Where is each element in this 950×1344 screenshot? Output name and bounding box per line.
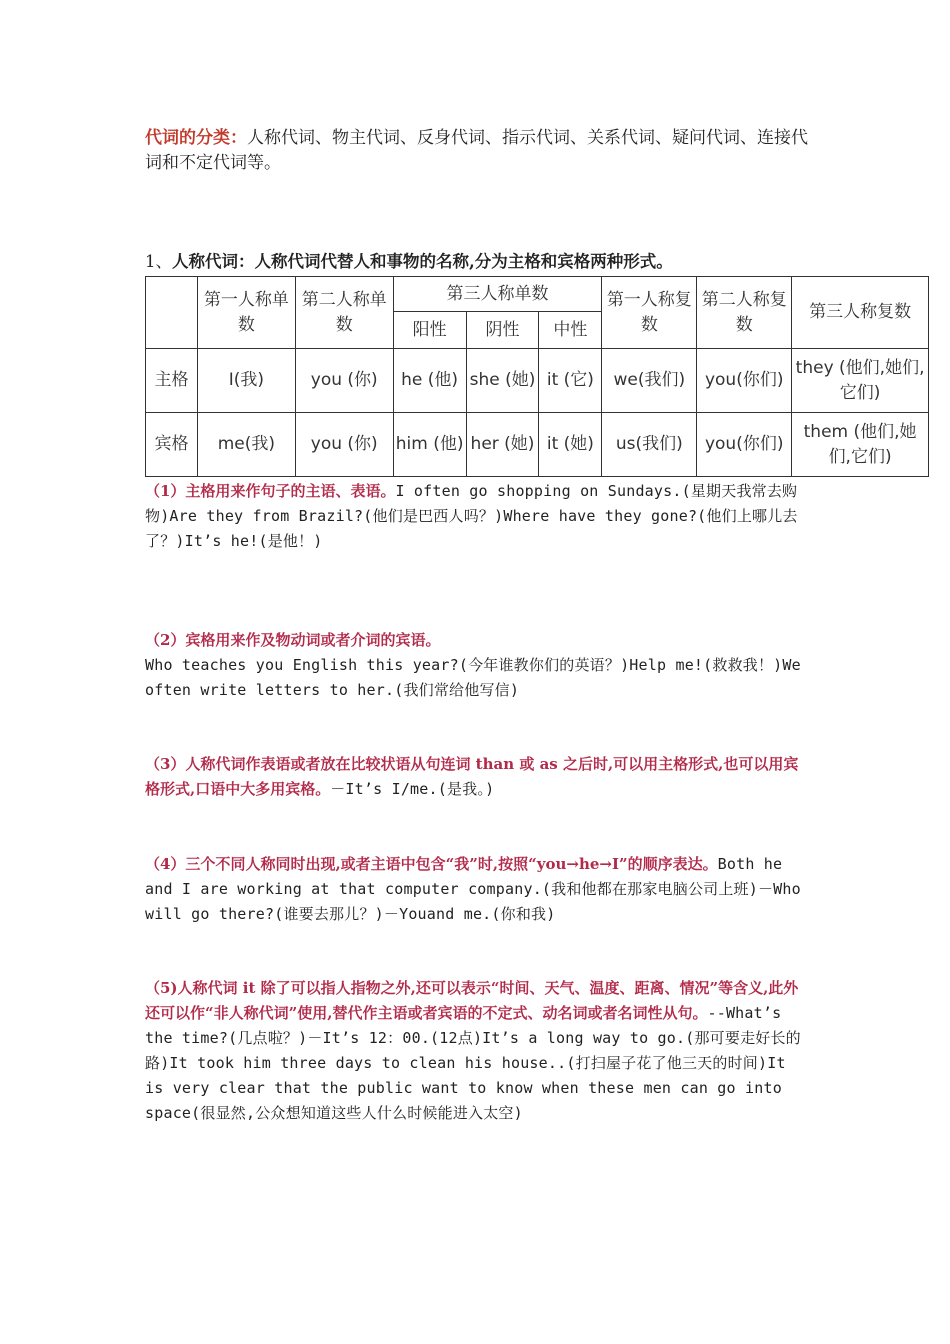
rule-text: Who teaches you English this year?(今年谁教你们的英语？)Help me!(救救我！)We often write letters to her.(我们常给他写信)	[145, 656, 801, 699]
rule-title: （4）三个不同人称同时出现,或者主语中包含“我”时,按照“you→he→I”的顺序表达。	[145, 855, 718, 873]
intro-label: 代词的分类：	[145, 128, 247, 148]
row-label: 主格	[146, 349, 198, 413]
personal-pronoun-table	[145, 276, 929, 477]
header-first-singular: 第一人称单数	[197, 277, 295, 349]
table-cell: they (他们,她们,它们)	[792, 349, 929, 413]
rule-title: （2）宾格用来作及物动词或者介词的宾语。	[145, 631, 441, 649]
table-cell: you(你们)	[697, 349, 792, 413]
table-cell: you(你们)	[697, 413, 792, 477]
header-second-singular: 第二人称单数	[295, 277, 393, 349]
rule-text: --What’s the time?(几点啦？)－It’s 12：00.(12点)It’s a long way to go.(那可要走好长的路)It took him three days to clean his house..(打扫屋子花了他三天的时间)It is very clear that the public want to know when these men can go into space(很显然,公众想知道这些人什么时候能进入太空)	[145, 1004, 801, 1122]
rule-text: I often go shopping on Sundays.(星期天我常去购物)Are they from Brazil?(他们是巴西人吗？)Where have they gone?(他们上哪儿去了？)It’s he!(是他！)	[145, 482, 798, 550]
rule-4	[145, 852, 813, 927]
header-third-singular: 第三人称单数	[393, 277, 602, 312]
rule-3	[145, 752, 813, 802]
rule-1	[145, 479, 813, 554]
header-feminine: 阴性	[466, 312, 539, 349]
section-number: 1、	[145, 252, 172, 271]
table-cell: him (他)	[393, 413, 466, 477]
rule-title: （1）主格用来作句子的主语、表语。	[145, 482, 396, 500]
rule-title: （3）人称代词作表语或者放在比较状语从句连词 than 或 as 之后时,可以用主格形式,也可以用宾格形式,口语中大多用宾格。	[145, 755, 799, 798]
header-neuter: 中性	[539, 312, 602, 349]
row-label: 宾格	[146, 413, 198, 477]
table-cell: it (它)	[539, 349, 602, 413]
rule-text: －It’s I/me.(是我。)	[330, 780, 495, 798]
table-cell: us(我们)	[602, 413, 697, 477]
table-corner-cell	[146, 277, 198, 349]
intro-paragraph	[145, 126, 813, 176]
header-first-plural: 第一人称复数	[602, 277, 697, 349]
table-cell: me(我)	[197, 413, 295, 477]
table-row-nominative	[146, 349, 929, 413]
table-cell: we(我们)	[602, 349, 697, 413]
header-third-plural: 第三人称复数	[792, 277, 929, 349]
section-heading-personal-pronouns	[145, 251, 673, 273]
table-row-objective	[146, 413, 929, 477]
rule-5	[145, 976, 813, 1126]
rule-2	[145, 628, 813, 703]
table-cell: her (她)	[466, 413, 539, 477]
table-cell: I(我)	[197, 349, 295, 413]
rule-title: （5)人称代词 it 除了可以指人指物之外,还可以表示“时间、天气、温度、距离、情况”等含义,此外还可以作“非人称代词”使用,替代作主语或者宾语的不定式、动名词或者名词性从句。	[145, 979, 799, 1022]
table-cell: them (他们,她们,它们)	[792, 413, 929, 477]
header-masculine: 阳性	[393, 312, 466, 349]
rule-text: Both he and I are working at that computer company.(我和他都在那家电脑公司上班)－Who will go there?(谁要去那儿？)－Youand me.(你和我)	[145, 855, 801, 923]
table-cell: she (她)	[466, 349, 539, 413]
table-cell: he (他)	[393, 349, 466, 413]
intro-text: 人称代词、物主代词、反身代词、指示代词、关系代词、疑问代词、连接代词和不定代词等。	[145, 128, 808, 173]
table-cell: you (你)	[295, 413, 393, 477]
table-cell: you (你)	[295, 349, 393, 413]
table-cell: it (她)	[539, 413, 602, 477]
section-title: 人称代词：人称代词代替人和事物的名称,分为主格和宾格两种形式。	[172, 252, 673, 271]
header-second-plural: 第二人称复数	[697, 277, 792, 349]
